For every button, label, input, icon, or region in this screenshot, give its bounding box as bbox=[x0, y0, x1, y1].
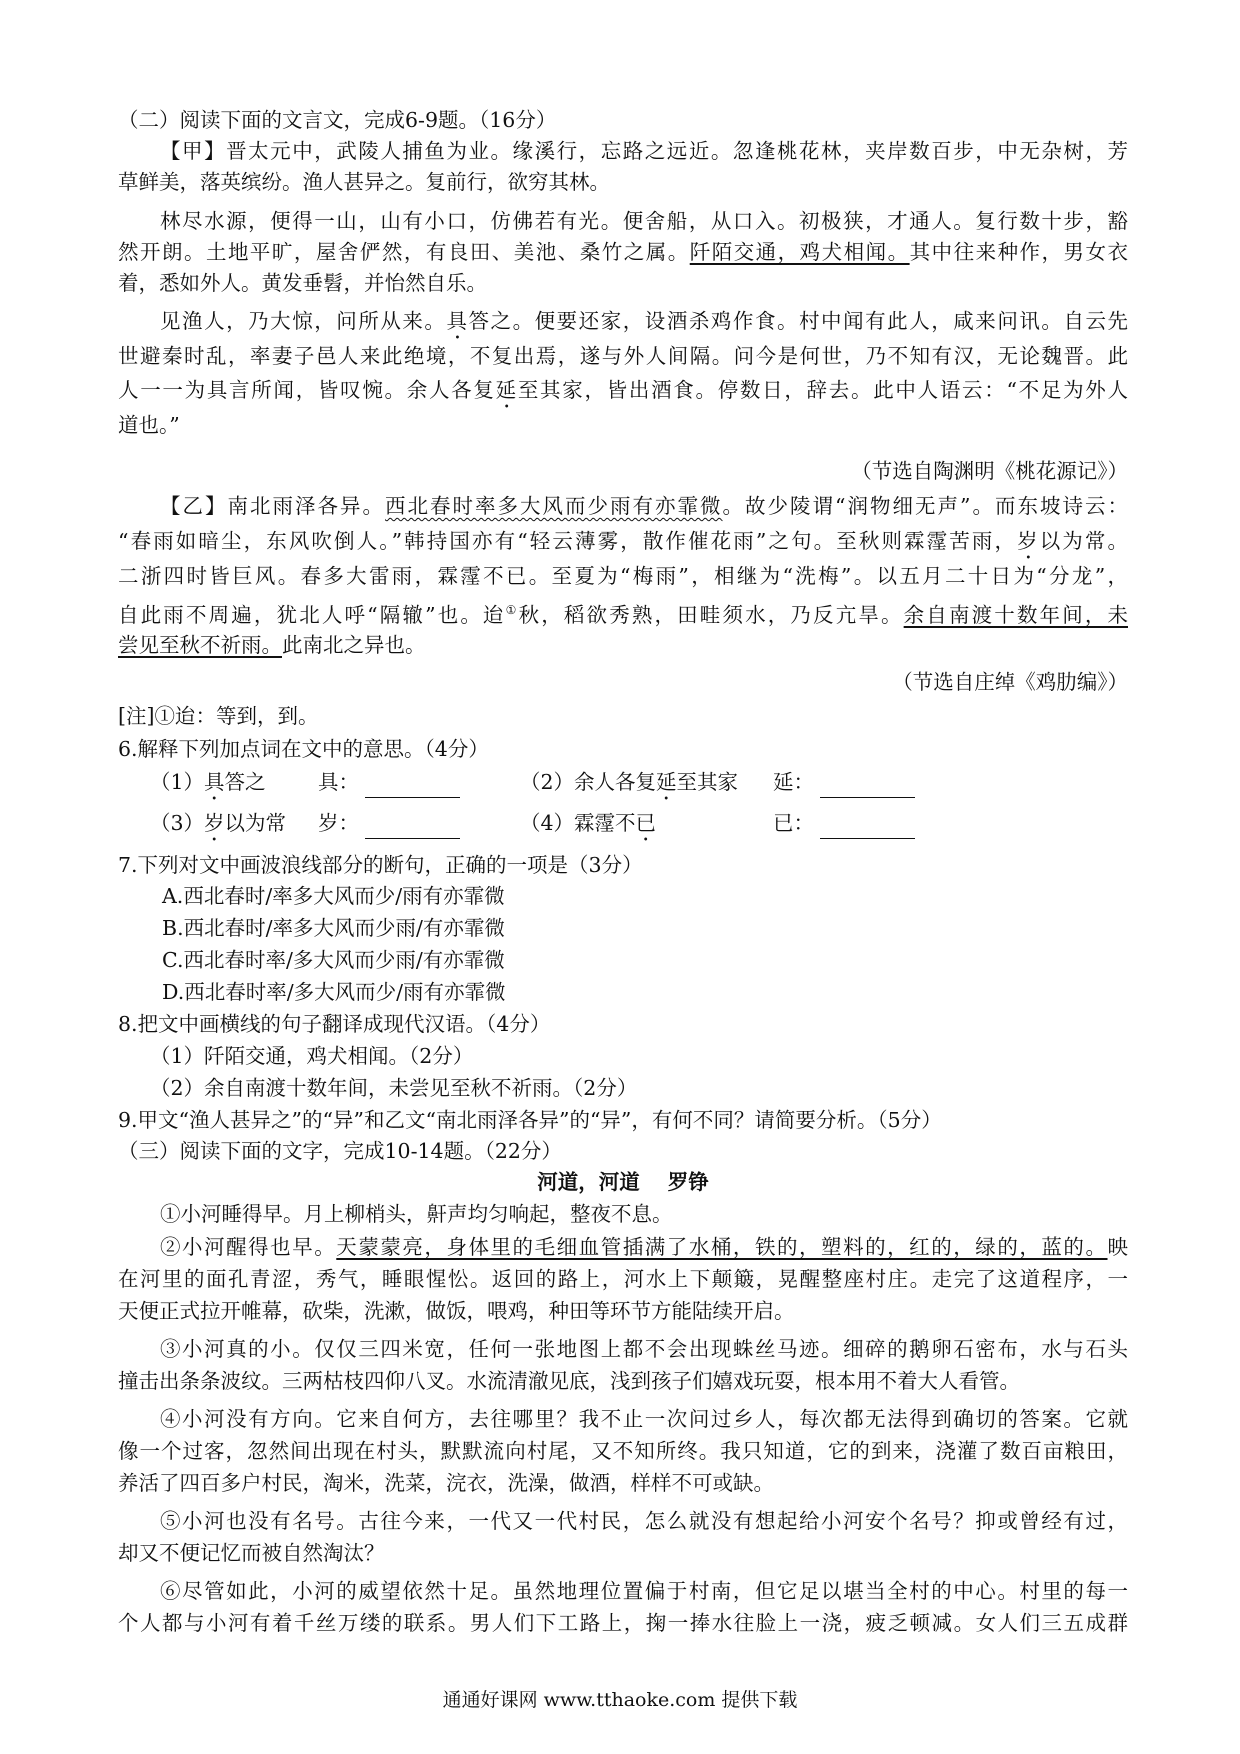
article-author: 罗铮 bbox=[667, 1170, 709, 1194]
q6-item4-answer bbox=[773, 807, 915, 839]
jia-p3-line1-a: 见渔人，乃大惊，问所从来。 bbox=[160, 309, 447, 333]
article-p4-line2: 像一个过客，忽然间出现在村头，默默流向村尾，又不知所终。我只知道，它的到来，浇灌了数百亩粮田， bbox=[118, 1439, 1128, 1463]
yi-underlined-sentence-part2: 尝见至秋不祈雨。 bbox=[118, 633, 282, 657]
q6-item3-label: 岁： bbox=[318, 811, 359, 835]
jia-p1-line2: 草鲜美，落英缤纷。渔人甚异之。复前行，欲穷其林。 bbox=[118, 170, 610, 194]
jia-p2-line1: 林尽水源，便得一山，山有小口，仿佛若有光。便舍船，从口入。初极狭，才通人。复行数十步，豁 bbox=[160, 209, 1128, 233]
q8-stem: 8.把文中画横线的句子翻译成现代汉语。（4分） bbox=[118, 1012, 551, 1036]
yi-line3: 二浙四时皆巨风。春多大雷雨，霖霪不已。至夏为“梅雨”，相继为“洗梅”。以五月二十日为“分龙”， bbox=[118, 564, 1128, 588]
q6-item2-b: 至其家 bbox=[676, 770, 739, 794]
q6-item2-a: （2）余人各复 bbox=[520, 770, 657, 794]
q7-option-a[interactable]: A.西北春时/率多大风而少/雨有亦霏微 bbox=[162, 884, 505, 908]
jia-source: （节选自陶渊明《桃花源记》） bbox=[851, 459, 1128, 483]
yi-line1-b: 。故少陵谓“润物细无声”。而东坡诗云： bbox=[722, 494, 1128, 518]
yi-line1 bbox=[160, 490, 1128, 522]
jia-p2-line2 bbox=[118, 236, 1128, 268]
yi-wavy-sentence: 西北春时率多大风而少雨有亦霏微 bbox=[385, 494, 723, 518]
q6-item1-answer bbox=[318, 766, 460, 798]
q8-item1: （1）阡陌交通，鸡犬相闻。（2分） bbox=[150, 1044, 474, 1068]
q6-item2-dotted: 延 bbox=[656, 770, 677, 794]
article-p4-line3: 养活了四百多户村民，淘米，洗菜，浣衣，洗澡，做酒，样样不可或缺。 bbox=[118, 1471, 774, 1495]
yi-source: （节选自庄绰《鸡肋编》） bbox=[892, 670, 1128, 694]
yi-line4-b: 秋，稻欲秀熟，田畦须水，乃反亢旱。 bbox=[518, 602, 904, 627]
yi-line5-b: 此南北之异也。 bbox=[282, 633, 426, 657]
q6-stem: 6.解释下列加点词在文中的意思。（4分） bbox=[118, 737, 489, 761]
page-footer: 通通好课网 www.tthaoke.com 提供下载 bbox=[442, 1689, 798, 1711]
jia-p2-line3: 着，悉如外人。黄发垂髫，并怡然自乐。 bbox=[118, 271, 487, 295]
jia-p3-line1-b: 答之。便要还家，设酒杀鸡作食。村中闻有此人，咸来问讯。自云先 bbox=[468, 309, 1128, 333]
yi-line4-a: 自此雨不周遍，犹北人呼“隔辙”也。迨 bbox=[118, 602, 506, 627]
article-p2-line1-a: ②小河醒得也早。 bbox=[160, 1235, 337, 1259]
q8-item2: （2）余自南渡十数年间，未尝见至秋不祈雨。（2分） bbox=[150, 1076, 638, 1100]
yi-line2-a: “春雨如暗尘，东风吹倒人。”韩持国亦有“轻云薄雾，散作催花雨”之句。至秋则霖霪苦雨， bbox=[118, 529, 1018, 553]
dotted-word-sui: 岁 bbox=[1017, 529, 1040, 553]
q7-option-d[interactable]: D.西北春时率/多大风而少/雨有亦霏微 bbox=[162, 980, 506, 1004]
footnote-marker: ① bbox=[505, 603, 519, 617]
q6-item3-answer bbox=[318, 807, 460, 839]
q6-item1-b: 答之 bbox=[224, 770, 266, 794]
q7-option-b[interactable]: B.西北春时/率多大风而少雨/有亦霏微 bbox=[162, 916, 505, 940]
article-p2-line1 bbox=[160, 1231, 1128, 1263]
jia-p3-line1 bbox=[160, 305, 1128, 344]
article-p6-line2: 个人都与小河有着千丝万缕的联系。男人们下工路上，掬一捧水往脸上一浇，疲乏顿减。女人们三五成群 bbox=[118, 1611, 1128, 1635]
article-p3-line1: ③小河真的小。仅仅三四米宽，任何一张地图上都不会出现蛛丝马迹。细碎的鹅卵石密布，水与石头 bbox=[160, 1337, 1128, 1361]
article-p5-line2: 却又不便记忆而被自然淘汰？ bbox=[118, 1541, 385, 1565]
annotation-note: [注]①迨：等到，到。 bbox=[118, 704, 319, 728]
q6-item2-blank[interactable] bbox=[820, 775, 915, 798]
q7-option-c[interactable]: C.西北春时率/多大风而少雨/有亦霏微 bbox=[162, 948, 505, 972]
jia-p3-line3 bbox=[118, 374, 1128, 413]
article-p2-line3: 天便正式拉开帷幕，砍柴，洗漱，做饭，喂鸡，种田等环节方能陆续开启。 bbox=[118, 1299, 795, 1323]
section-3-header: （三）阅读下面的文字，完成10-14题。（22分） bbox=[118, 1139, 562, 1163]
yi-line1-a: 【乙】南北雨泽各异。 bbox=[160, 494, 386, 518]
q6-item4-label: 已： bbox=[773, 811, 814, 835]
q9-stem: 9.甲文“渔人甚异之”的“异”和乙文“南北雨泽各异”的“异”，有何不同？请简要分析。（5分） bbox=[118, 1108, 942, 1132]
q6-item2-label: 延： bbox=[773, 770, 814, 794]
yi-underlined-sentence-part1: 余自南渡十数年间，未 bbox=[903, 602, 1128, 627]
article-title: 河道，河道 bbox=[537, 1170, 640, 1194]
article-p5-line1: ⑤小河也没有名号。古往今来，一代又一代村民，怎么就没有想起给小河安个名号？抑或曾经有过， bbox=[160, 1509, 1128, 1533]
q6-item4 bbox=[520, 807, 656, 846]
jia-p3-line2: 世避秦时乱，率妻子邑人来此绝境，不复出焉，遂与外人间隔。问今是何世，乃不知有汉，无论魏晋。此 bbox=[118, 344, 1128, 368]
article-p6-line1: ⑥尽管如此，小河的威望依然十足。虽然地理位置偏于村南，但它足以堪当全村的中心。村里的每一 bbox=[160, 1579, 1128, 1603]
q6-item3-dotted: 岁 bbox=[204, 811, 225, 835]
yi-line4 bbox=[118, 594, 1128, 631]
jia-p3-line4: 道也。” bbox=[118, 413, 180, 437]
q6-item1-label: 具： bbox=[318, 770, 359, 794]
jia-p2-line2-a: 然开朗。土地平旷，屋舍俨然，有良田、美池、桑竹之属。 bbox=[118, 240, 690, 264]
jia-p3-line3-b: 至其家，皆出酒食。停数日，辞去。此中人语云：“不足为外人 bbox=[517, 378, 1128, 402]
article-p4-line1: ④小河没有方向。它来自何方，去往哪里？我不止一次问过乡人，每次都无法得到确切的答案。它就 bbox=[160, 1407, 1128, 1431]
article-title-line bbox=[118, 1166, 1128, 1198]
q6-item1 bbox=[150, 766, 266, 805]
q6-item1-dotted: 具 bbox=[204, 770, 225, 794]
yi-line2 bbox=[118, 525, 1128, 564]
q6-item2-answer bbox=[773, 766, 915, 798]
q7-stem: 7.下列对文中画波浪线部分的断句，正确的一项是（3分） bbox=[118, 853, 643, 877]
q6-item3-b: 以为常 bbox=[224, 811, 287, 835]
dotted-word-yan: 延 bbox=[495, 378, 518, 402]
q6-item2 bbox=[520, 766, 738, 805]
yi-line2-b: 以为常。 bbox=[1039, 529, 1128, 553]
jia-underlined-sentence-1: 阡陌交通，鸡犬相闻。 bbox=[689, 240, 910, 264]
jia-p3-line3-a: 人一一为具言所闻，皆叹惋。余人各复 bbox=[118, 378, 496, 402]
q6-item4-a: （4）霖霪不 bbox=[520, 811, 636, 835]
q6-item1-a: （1） bbox=[150, 770, 205, 794]
jia-p1-line1: 【甲】晋太元中，武陵人捕鱼为业。缘溪行，忘路之远近。忽逢桃花林，夹岸数百步，中无杂树，芳 bbox=[160, 139, 1128, 163]
dotted-word-ju: 具 bbox=[446, 309, 469, 333]
yi-line5 bbox=[118, 629, 1128, 661]
article-p2-line1-b: 映 bbox=[1107, 1235, 1128, 1259]
q6-item4-dotted: 已 bbox=[635, 811, 657, 835]
q6-item4-blank[interactable] bbox=[820, 816, 915, 839]
q6-item1-blank[interactable] bbox=[365, 775, 460, 798]
section-2-header: （二）阅读下面的文言文，完成6-9题。（16分） bbox=[118, 108, 557, 132]
jia-p2-line2-b: 其中往来种作，男女衣 bbox=[909, 240, 1128, 264]
article-p2-line2: 在河里的面孔青涩，秀气，睡眼惺忪。返回的路上，河水上下颠簸，晃醒整座村庄。走完了这道程序，一 bbox=[118, 1267, 1128, 1291]
q6-item3-a: （3） bbox=[150, 811, 205, 835]
q6-item3-blank[interactable] bbox=[365, 816, 460, 839]
article-p1: ①小河睡得早。月上柳梢头，鼾声均匀响起，整夜不息。 bbox=[160, 1202, 673, 1226]
article-underlined-sentence: 天蒙蒙亮，身体里的毛细血管插满了水桶，铁的，塑料的，红的，绿的，蓝的。 bbox=[336, 1235, 1108, 1259]
q6-item3 bbox=[150, 807, 286, 846]
article-p3-line2: 撞击出条条波纹。三两枯枝四仰八叉。水流清澈见底，浅到孩子们嬉戏玩耍，根本用不着大人看管。 bbox=[118, 1369, 1020, 1393]
